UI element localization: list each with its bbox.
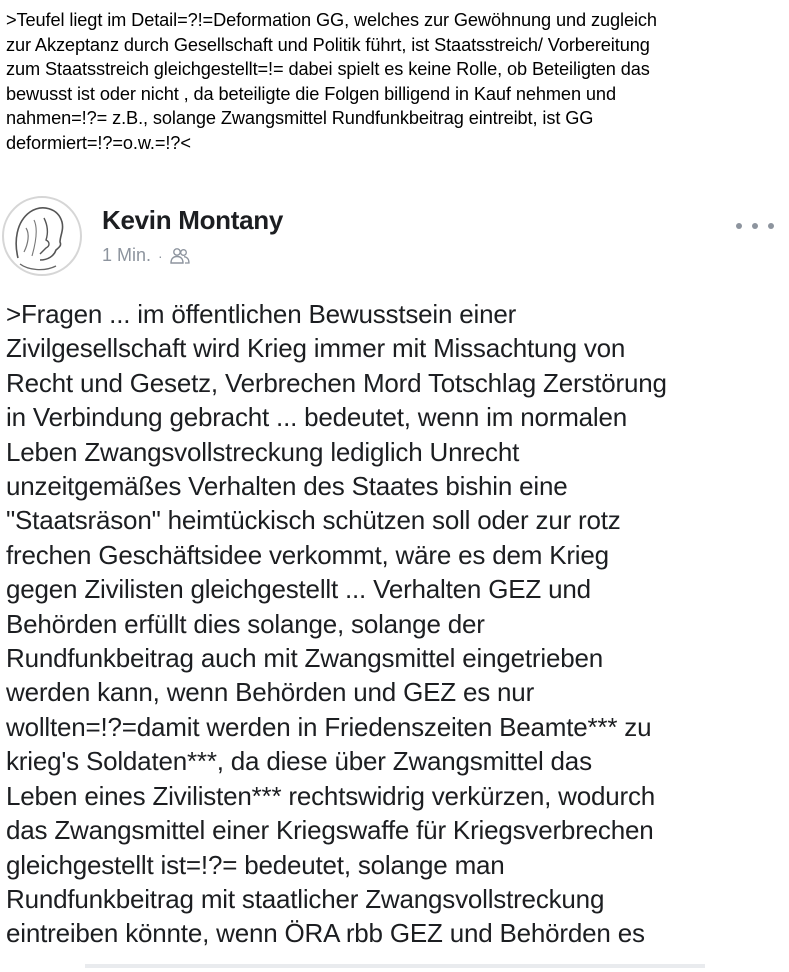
post-header (0, 196, 789, 286)
more-dot (768, 223, 774, 229)
post-author-name[interactable]: Kevin Montany (102, 205, 284, 235)
friends-icon[interactable] (170, 247, 190, 265)
profile-sketch-icon (4, 198, 80, 274)
meta-separator: · (158, 247, 163, 264)
image-caption: >Teufel liegt im Detail=?!=Deformation GG, welches zur Gewöhnung und zugleich zur Akzeptanz durch Gesellschaft und Politik führt, ist Staatsstreich/ Vorbereitung zum Staatsstreich gleichgestellt=!= dabei spielt es keine Rolle, ob Beteiligten das bewusst ist oder nicht , da beteiligte die Folgen billigend in Kauf nehmen und nahmen=!?= z.B., solange Zwangsmittel Rundfunkbeitrag eintreibt, ist GG deformiert=!?=o.w.=!?< (6, 10, 657, 153)
more-options-icon[interactable] (736, 216, 774, 236)
bottom-divider (85, 964, 705, 968)
more-dot (736, 223, 742, 229)
post-meta (102, 245, 190, 266)
post-timestamp[interactable]: 1 Min. (102, 245, 152, 265)
avatar[interactable] (2, 196, 82, 276)
more-dot (752, 223, 758, 229)
post-text: >Fragen ... im öffentlichen Bewusstsein einer Zivilgesellschaft wird Krieg immer mit Missachtung von Recht und Gesetz, Verbrechen Mord Totschlag Zerstörung in Verbindung gebracht ... bedeutet, wenn im normalen Leben Zwangsvollstreckung lediglich Unrecht unzeitgemäßes Verhalten des Staates bishin eine "Staatsräson" heimtückisch schützen soll oder zur rotz frechen Geschäftsidee verkommt, wäre es dem Krieg gegen Zivilisten gleichgestellt ... Verhalten GEZ und Behörden erfüllt dies solange, solange der Rundfunkbeitrag auch mit Zwangsmittel eingetrieben werden kann, wenn Behörden und GEZ es nur wollten=!?=damit werden in Friedenszeiten Beamte*** zu krieg's Soldaten***, da diese über Zwangsmittel das Leben eines Zivilisten*** rechtswidrig verkürzen, wodurch das Zwangsmittel einer Kriegswaffe für Kriegsverbrechen gleichgestellt ist=!?= bedeutet, solange man Rundfunkbeitrag mit staatlicher Zwangsvollstreckung eintreiben könnte, wenn ÖRA rbb GEZ und Behörden es (6, 299, 667, 949)
